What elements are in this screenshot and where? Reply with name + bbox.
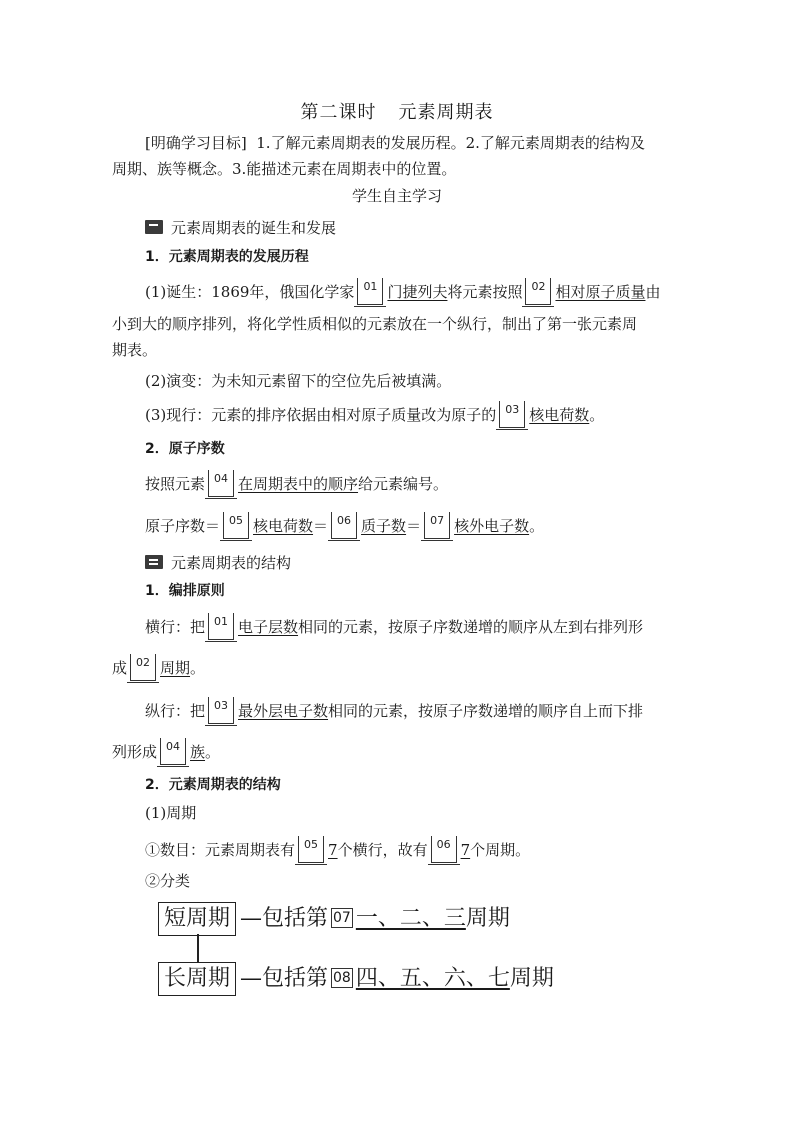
row-rule-line-1: 横行：把 01 电子层数相同的元素，按原子序数递增的顺序从左到右排列形 (145, 613, 643, 640)
part2-sub1: 1．编排原则 (145, 583, 225, 599)
blank-box: 05 (223, 512, 249, 539)
blank-box: 03 (208, 697, 234, 724)
objectives-line-2: 周期、族等概念。3.能描述元素在周期表中的位置。 (112, 160, 457, 178)
current-line: (3)现行：元素的排序依据由相对原子质量改为原子的 03 核电荷数。 (145, 401, 604, 428)
page-title (0, 98, 794, 124)
answer-order: 在周期表中的顺序 (238, 475, 359, 493)
long-period-text: —包括第 08 四、五、六、七周期 (240, 966, 554, 991)
objectives-line-1: [明确学习目标] 1.了解元素周期表的发展历程。2.了解元素周期表的结构及 (145, 134, 645, 152)
part2-heading: 元素周期表的结构 (145, 551, 291, 575)
blank-box: 06 (331, 512, 357, 539)
objectives-tag: [明确学习目标] (145, 134, 247, 152)
section-header: 学生自主学习 (351, 187, 442, 205)
period-heading: (1)周期 (145, 804, 197, 822)
blank-box: 05 (298, 836, 324, 863)
answer-outer-electrons: 最外层电子数 (238, 702, 329, 720)
lesson-label: 第二课时 (300, 102, 377, 123)
row-rule-line-2: 成 02 周期。 (112, 654, 205, 681)
part1-sub1: 1．元素周期表的发展历程 (145, 249, 309, 265)
part1-sub2: 2．原子序数 (145, 441, 225, 457)
blank-box: 02 (525, 278, 551, 305)
part2-sub2: 2．元素周期表的结构 (145, 777, 281, 793)
section-two-icon (145, 555, 163, 569)
diagram-connector (197, 934, 199, 962)
short-period-box: 短周期 (158, 902, 236, 936)
long-period-box: 长周期 (158, 962, 236, 996)
blank-box: 01 (357, 278, 383, 305)
blank-box: 02 (130, 654, 156, 681)
column-rule-line-2: 列形成 04 族。 (112, 738, 220, 765)
blank-box: 04 (160, 738, 186, 765)
diagram-num-box: 08 (333, 970, 351, 986)
blank-box: 06 (431, 836, 457, 863)
period-count-line: ①数目：元素周期表有 05 7个横行，故有 06 7个周期。 (145, 836, 530, 863)
answer-period: 周期 (160, 659, 191, 677)
answer-relative-atomic-mass: 相对原子质量 (555, 283, 646, 301)
classify-heading: ②分类 (145, 872, 191, 890)
order-line: 按照元素 04 在周期表中的顺序给元素编号。 (145, 470, 448, 497)
atomic-number-equation: 原子序数＝ 05 核电荷数＝ 06 质子数＝ 07 核外电子数。 (145, 512, 544, 539)
column-rule-line-1: 纵行：把 03 最外层电子数相同的元素，按原子序数递增的顺序自上而下排 (145, 697, 643, 724)
birth-line-1: (1)诞生：1869年，俄国化学家 01 门捷列夫将元素按照 02 相对原子质量由 (145, 278, 661, 305)
answer-nuclear-charge: 核电荷数 (529, 406, 590, 424)
blank-box: 04 (208, 470, 234, 497)
lesson-topic: 元素周期表 (398, 102, 494, 123)
section-one-icon (145, 220, 163, 234)
diagram-num-box: 07 (333, 910, 351, 926)
part1-heading: 元素周期表的诞生和发展 (145, 216, 336, 240)
birth-line-3: 期表。 (112, 341, 158, 359)
answer-mendeleev: 门捷列夫 (387, 283, 448, 301)
short-period-text: —包括第 07 一、二、三周期 (240, 906, 510, 931)
blank-box: 03 (499, 401, 525, 428)
answer-group: 族 (190, 743, 206, 761)
answer-electron-shells: 电子层数 (238, 618, 299, 636)
blank-box: 01 (208, 613, 234, 640)
birth-line-2: 小到大的顺序排列，将化学性质相似的元素放在一个纵行，制出了第一张元素周 (112, 315, 638, 333)
evolve-line: (2)演变：为未知元素留下的空位先后被填满。 (145, 372, 452, 390)
blank-box: 07 (424, 512, 450, 539)
